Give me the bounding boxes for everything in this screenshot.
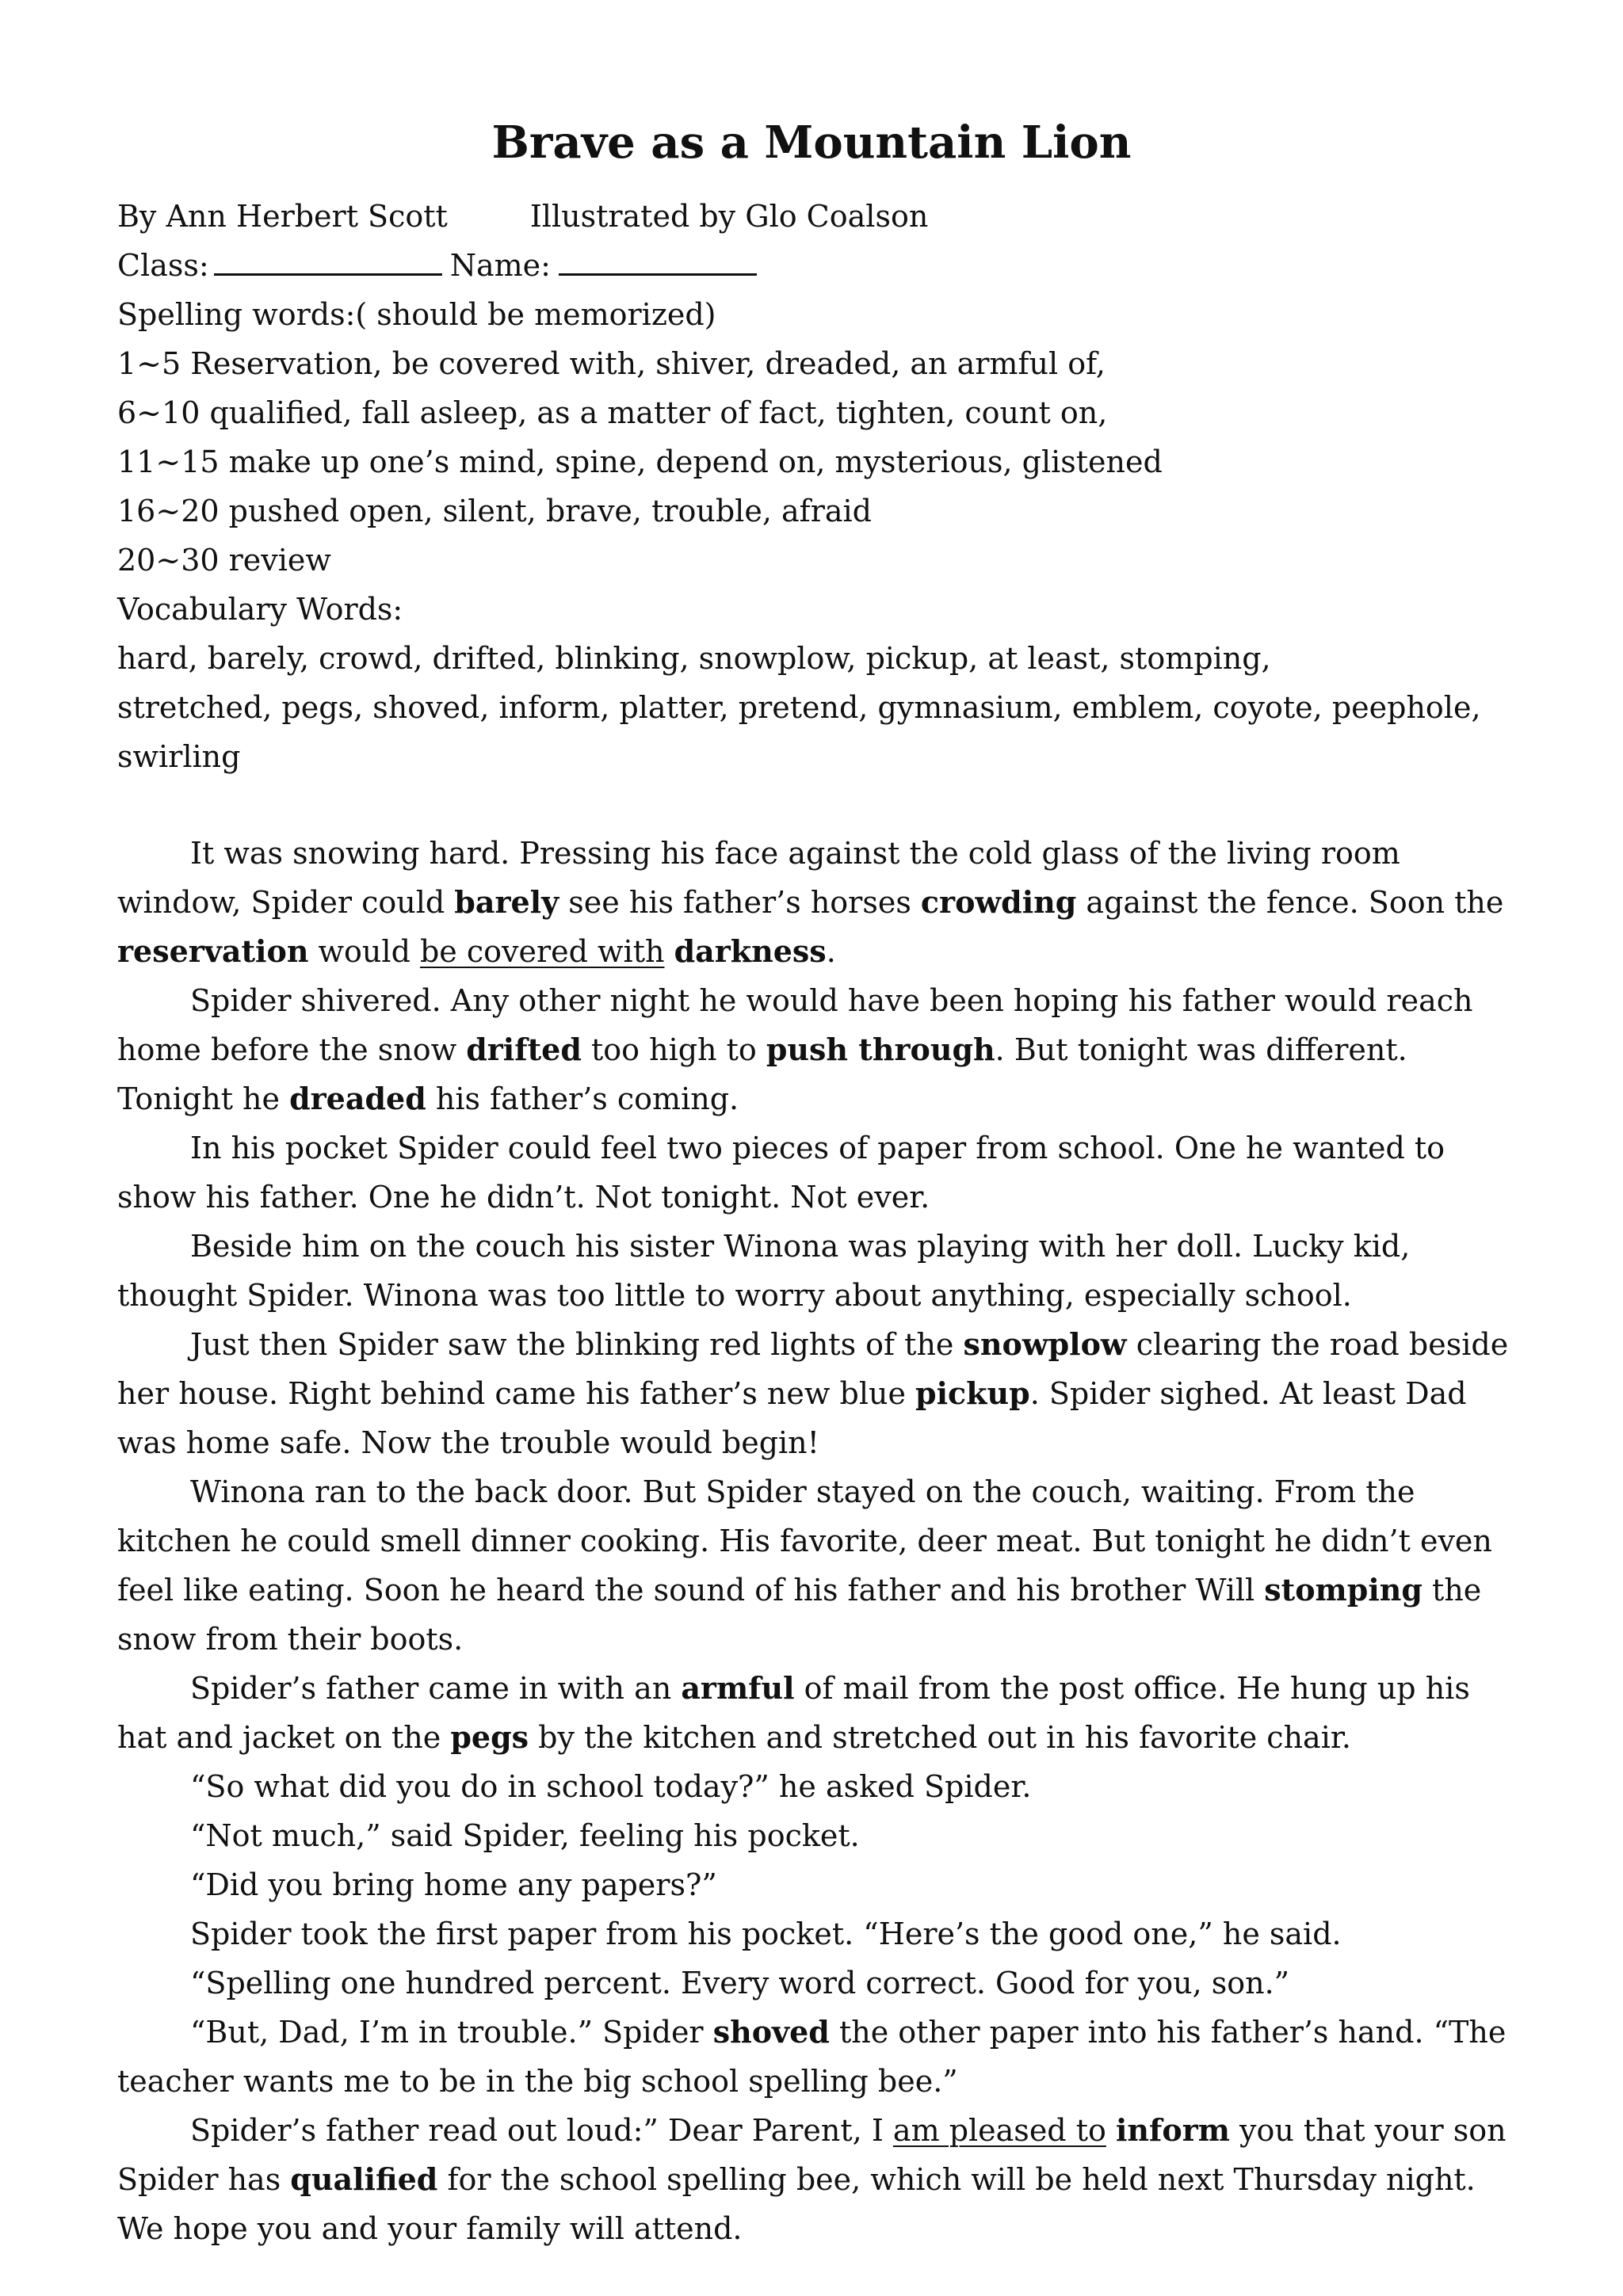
vocab-highlight: darkness [674,933,827,969]
spelling-line: 6~10 qualified, fall asleep, as a matter of fact, tighten, count on, [117,395,1108,430]
story-paragraph: Just then Spider saw the blinking red lights of the snowplow clearing the road beside her house. Right behind came his father’s new blue pickup. Spider sighed. At least Dad was home safe. Now the trouble would begin! [117,1326,1509,1460]
spelling-line: 11~15 make up one’s mind, spine, depend on, mysterious, glistened [117,444,1163,479]
page-title: Brave as a Mountain Lion [491,116,1132,169]
story-paragraph: “Not much,” said Spider, feeling his pocket. [190,1818,860,1853]
class-label: Class: [117,248,209,283]
story-paragraph: Spider’s father came in with an armful of mail from the post office. He hung up his hat and jacket on the pegs by the kitchen and stretched out in his favorite chair. [117,1670,1470,1755]
vocab-highlight: armful [681,1670,795,1706]
story-paragraph: Spider’s father read out loud:” Dear Parent, I am pleased to inform you that your son Spider has qualified for the school spelling bee, which will be held next Thursday night. We hope you and your family will attend. [117,2112,1507,2246]
story-paragraph: “Spelling one hundred percent. Every word correct. Good for you, son.” [190,1966,1290,2000]
spelling-line: 16~20 pushed open, silent, brave, trouble, afraid [117,494,873,528]
spelling-line: 20~30 review [117,543,331,578]
story-paragraph: Beside him on the couch his sister Winona was playing with her doll. Lucky kid, thought Spider. Winona was too little to worry about anything, especially school. [117,1229,1411,1313]
worksheet-header [117,192,1520,781]
vocab-highlight: pickup [915,1375,1030,1411]
vocab-highlight: snowplow [963,1326,1127,1362]
vocab-highlight: push through [766,1032,995,1067]
vocab-line: swirling [117,739,241,774]
vocab-highlight: drifted [466,1032,582,1067]
vocab-highlight: inform [1115,2112,1230,2148]
spelling-line: 1~5 Reservation, be covered with, shiver, dreaded, an armful of, [117,346,1106,381]
author-credit: By Ann Herbert Scott [117,199,448,234]
story-paragraph: “But, Dad, I’m in trouble.” Spider shoved the other paper into his father’s hand. “The teacher wants me to be in the big school spelling bee.” [117,2014,1507,2099]
phrase-underline: be covered with [419,934,665,969]
vocab-highlight: stomping [1264,1572,1423,1608]
class-blank[interactable] [214,243,442,276]
spelling-heading: Spelling words:( should be memorized) [117,297,716,332]
phrase-underline: am pleased to [892,2113,1106,2148]
story-text [117,829,1520,2253]
vocab-highlight: qualified [290,2161,438,2197]
story-paragraph: Winona ran to the back door. But Spider stayed on the couch, waiting. From the kitchen he could smell dinner cooking. His favorite, deer meat. But tonight he didn’t even feel like eating. Soon he heard the sound of his father and his brother Will stomping the snow from their boots. [117,1474,1492,1657]
name-blank[interactable] [559,243,757,276]
vocab-line: hard, barely, crowd, drifted, blinking, snowplow, pickup, at least, stomping, [117,641,1271,676]
vocab-heading: Vocabulary Words: [117,592,403,627]
vocab-highlight: shoved [712,2014,830,2050]
story-paragraph: In his pocket Spider could feel two pieces of paper from school. One he wanted to show his father. One he didn’t. Not tonight. Not ever. [117,1131,1445,1215]
story-paragraph: It was snowing hard. Pressing his face against the cold glass of the living room window, Spider could barely see his father’s horses crowding against the fence. Soon the reservation would be covered with darkness. [117,836,1504,969]
vocab-highlight: crowding [920,884,1077,920]
credits-line [117,192,1520,241]
vocab-highlight: reservation [117,933,309,969]
story-paragraph: Spider took the first paper from his pocket. “Here’s the good one,” he said. [190,1917,1342,1951]
name-label: Name: [449,248,551,283]
story-paragraph: Spider shivered. Any other night he would have been hoping his father would reach home before the snow drifted too high to push through. But tonight was different. Tonight he dreaded his father’s coming. [117,983,1473,1116]
illustrator-credit: Illustrated by Glo Coalson [529,199,929,234]
vocab-highlight: barely [454,884,559,920]
vocab-line: stretched, pegs, shoved, inform, platter, pretend, gymnasium, emblem, coyote, peephole, [117,690,1481,725]
story-paragraph: “Did you bring home any papers?” [190,1867,717,1902]
vocab-highlight: pegs [450,1719,529,1755]
story-paragraph: “So what did you do in school today?” he asked Spider. [190,1769,1032,1804]
class-name-line [117,241,1520,290]
vocab-highlight: dreaded [289,1081,426,1116]
